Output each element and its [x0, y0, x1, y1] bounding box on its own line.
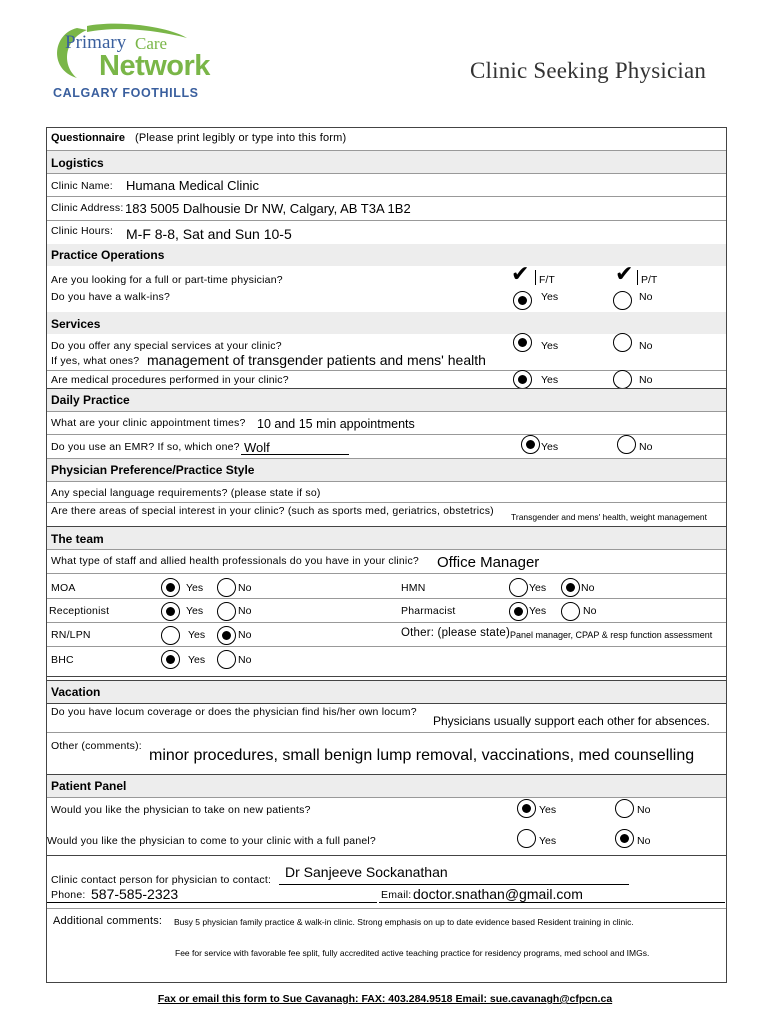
logo-primary-text: Primary — [65, 32, 127, 53]
daily-heading: Daily Practice — [51, 393, 130, 407]
procedures-yes-label: Yes — [541, 374, 559, 386]
q-staff-label: What type of staff and allied health professionals do you have in your clinic? — [51, 555, 419, 567]
form-container — [46, 127, 727, 983]
pt-option-label: P/T — [641, 274, 658, 286]
emr-no-radio[interactable] — [617, 435, 636, 454]
walkin-no-label: No — [639, 291, 653, 303]
services-header — [47, 312, 726, 334]
other-staff-label: Other: (please state) — [401, 627, 511, 639]
moa-no-radio[interactable] — [217, 578, 236, 597]
receptionist-no-label: No — [238, 605, 252, 617]
hmn-label: HMN — [401, 582, 426, 594]
hmn-yes-label: Yes — [529, 582, 547, 594]
new-patients-no-label: No — [637, 804, 651, 816]
walkin-no-radio[interactable] — [613, 291, 632, 310]
clinic-name-field[interactable]: Humana Medical Clinic — [126, 178, 259, 193]
pharmacist-yes-label: Yes — [529, 605, 547, 617]
q-which-label: If yes, what ones? — [51, 355, 140, 367]
rnlpn-no-label: No — [238, 629, 252, 641]
hmn-no-label: No — [581, 582, 595, 594]
clinic-hours-label: Clinic Hours: — [51, 225, 114, 237]
clinic-address-label: Clinic Address: — [51, 202, 124, 214]
pharmacist-yes-radio[interactable] — [509, 602, 528, 621]
panel-heading: Patient Panel — [51, 779, 127, 793]
q-language-label: Any special language requirements? (please state if so) — [51, 487, 321, 499]
q-walkin-label: Do you have a walk-ins? — [51, 291, 170, 303]
locum-field[interactable]: Physicians usually support each other for absences. — [433, 714, 710, 728]
special-no-label: No — [639, 340, 653, 352]
q-full-panel-label: Would you like the physician to come to your clinic with a full panel? — [47, 835, 376, 847]
full-panel-no-label: No — [637, 835, 651, 847]
pharmacist-no-radio[interactable] — [561, 602, 580, 621]
pt-checkbox-check-icon[interactable]: ✔ — [615, 262, 634, 287]
emr-no-label: No — [639, 441, 653, 453]
pharmacist-label: Pharmacist — [401, 605, 456, 617]
new-patients-yes-radio[interactable] — [517, 799, 536, 818]
logistics-heading: Logistics — [51, 156, 104, 170]
new-patients-yes-label: Yes — [539, 804, 557, 816]
panel-header — [47, 775, 726, 797]
ft-option-label: F/T — [539, 274, 555, 286]
special-services-field[interactable]: management of transgender patients and mens' health — [147, 352, 486, 368]
moa-yes-label: Yes — [186, 582, 204, 594]
q-interest-label: Are there areas of special interest in your clinic? (such as sports med, geriatrics, obstetrics) — [51, 505, 494, 517]
emr-yes-radio[interactable] — [521, 435, 540, 454]
other-comments-label: Other (comments): — [51, 740, 142, 752]
receptionist-yes-label: Yes — [186, 605, 204, 617]
phone-label: Phone: — [51, 889, 86, 901]
rnlpn-no-radio[interactable] — [217, 626, 236, 645]
other-comments-field[interactable]: minor procedures, small benign lump removal, vaccinations, med counselling — [149, 747, 695, 764]
logistics-header — [47, 151, 726, 173]
pcn-logo — [47, 22, 210, 106]
bhc-label: BHC — [51, 654, 74, 666]
vacation-header — [47, 680, 726, 704]
contact-person-field[interactable]: Dr Sanjeeve Sockanathan — [285, 864, 448, 880]
vacation-heading: Vacation — [51, 685, 101, 699]
moa-yes-radio[interactable] — [161, 578, 180, 597]
additional-comments-line1[interactable]: Busy 5 physician family practice & walk-in clinic. Strong emphasis on up to date evidence based Resident training in clinic. — [174, 917, 634, 927]
receptionist-label: Receptionist — [49, 605, 110, 617]
footer-instructions: Fax or email this form to Sue Cavanagh: FAX: 403.284.9518 Email: sue.cavanagh@cfpcn.ca — [157, 993, 613, 1005]
interest-field[interactable]: Transgender and mens' health, weight management — [511, 512, 707, 522]
bhc-no-label: No — [238, 654, 252, 666]
email-field[interactable]: doctor.snathan@gmail.com — [413, 886, 583, 902]
full-panel-yes-label: Yes — [539, 835, 557, 847]
appointment-times-field[interactable]: 10 and 15 min appointments — [257, 417, 415, 431]
special-no-radio[interactable] — [613, 333, 632, 352]
staff-field[interactable]: Office Manager — [437, 554, 540, 571]
rnlpn-yes-radio[interactable] — [161, 626, 180, 645]
bhc-yes-label: Yes — [188, 654, 206, 666]
q-new-patients-label: Would you like the physician to take on new patients? — [51, 804, 311, 816]
q-special-label: Do you offer any special services at your clinic? — [51, 340, 282, 352]
new-patients-no-radio[interactable] — [615, 799, 634, 818]
logo-network-text: Network — [99, 50, 210, 82]
preference-heading: Physician Preference/Practice Style — [51, 463, 255, 477]
additional-comments-line2[interactable]: Fee for service with favorable fee split, fully accredited active teaching practice for residency programs, med school and IMGs. — [175, 948, 650, 958]
additional-comments-label: Additional comments: — [53, 915, 163, 927]
receptionist-no-radio[interactable] — [217, 602, 236, 621]
phone-field[interactable]: 587-585-2323 — [91, 886, 179, 902]
q-procedures-label: Are medical procedures performed in your clinic? — [51, 374, 289, 386]
other-staff-field[interactable]: Panel manager, CPAP & resp function assessment — [510, 630, 713, 640]
rnlpn-yes-label: Yes — [188, 629, 206, 641]
q-emr-label: Do you use an EMR? If so, which one? — [51, 441, 240, 453]
questionnaire-note: (Please print legibly or type into this form) — [135, 132, 347, 144]
rnlpn-label: RN/LPN — [51, 629, 91, 641]
clinic-name-label: Clinic Name: — [51, 180, 113, 192]
logo-care-text: Care — [135, 34, 168, 53]
logo-calgary-text: CALGARY FOOTHILLS — [53, 86, 199, 100]
hmn-no-radio[interactable] — [561, 578, 580, 597]
emr-field[interactable]: Wolf — [244, 440, 270, 455]
moa-label: MOA — [51, 582, 76, 594]
team-heading: The team — [51, 532, 104, 546]
walkin-yes-label: Yes — [541, 291, 559, 303]
q-locum-label: Do you have locum coverage or does the physician find his/her own locum? — [51, 706, 417, 718]
procedures-no-label: No — [639, 374, 653, 386]
full-panel-no-radio[interactable] — [615, 829, 634, 848]
receptionist-yes-radio[interactable] — [161, 602, 180, 621]
daily-header — [47, 389, 726, 411]
clinic-hours-field[interactable]: M-F 8-8, Sat and Sun 10-5 — [126, 226, 292, 242]
bhc-yes-radio[interactable] — [161, 650, 180, 669]
walkin-yes-radio[interactable] — [513, 291, 532, 310]
procedures-no-radio[interactable] — [613, 370, 632, 389]
team-header — [47, 527, 726, 549]
special-yes-label: Yes — [541, 340, 559, 352]
page-title: Clinic Seeking Physician — [470, 58, 707, 83]
q-fulltime-label: Are you looking for a full or part-time physician? — [51, 274, 283, 286]
emr-yes-label: Yes — [541, 441, 559, 453]
hmn-yes-radio[interactable] — [509, 578, 528, 597]
q-times-label: What are your clinic appointment times? — [51, 417, 246, 429]
procedures-yes-radio[interactable] — [513, 370, 532, 389]
contact-person-label: Clinic contact person for physician to contact: — [51, 874, 272, 886]
special-yes-radio[interactable] — [513, 333, 532, 352]
moa-no-label: No — [238, 582, 252, 594]
full-panel-yes-radio[interactable] — [517, 829, 536, 848]
ft-checkbox-check-icon[interactable]: ✔ — [511, 262, 530, 287]
questionnaire-label: Questionnaire — [51, 132, 125, 144]
clinic-address-field[interactable]: 183 5005 Dalhousie Dr NW, Calgary, AB T3A 1B2 — [125, 201, 411, 216]
services-heading: Services — [51, 317, 101, 331]
email-label: Email: — [381, 889, 412, 901]
practice-heading: Practice Operations — [51, 248, 165, 262]
pharmacist-no-label: No — [583, 605, 597, 617]
bhc-no-radio[interactable] — [217, 650, 236, 669]
